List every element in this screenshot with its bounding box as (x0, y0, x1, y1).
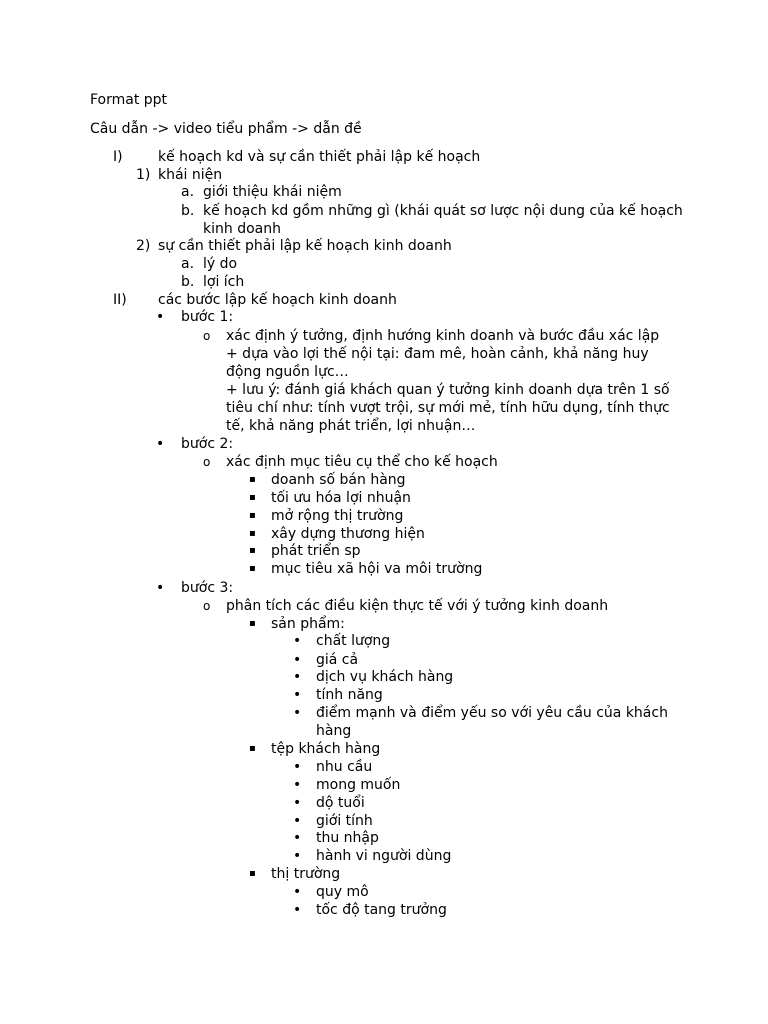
product-bullet-icon: • (293, 652, 302, 668)
step-1-label: bước 1: (181, 309, 234, 325)
market-bullet-icon: • (293, 884, 302, 900)
step-1-line-4: + lưu ý: đánh giá khách quan ý tưởng kinh doanh dựa trên 1 số (226, 382, 670, 398)
product-item: điểm mạnh và điểm yếu so với yêu cầu của khách (316, 705, 668, 721)
product-bullet-icon: • (293, 669, 302, 685)
item-2b-marker: b. (181, 274, 195, 290)
customers-item: giới tính (316, 813, 373, 829)
product-item: dịch vụ khách hàng (316, 669, 454, 685)
step-2-square-icon: ▪ (249, 492, 256, 503)
item-2-marker: 2) (136, 238, 151, 254)
item-1-text: khái niện (158, 167, 223, 183)
step-2-item: phát triển sp (271, 543, 361, 559)
product-item: chất lượng (316, 633, 391, 649)
item-2a-text: lý do (203, 256, 238, 272)
item-1a-text: giới thiệu khái niệm (203, 184, 342, 200)
customers-square-icon: ▪ (249, 743, 256, 754)
customers-bullet-icon: • (293, 848, 302, 864)
customers-item: thu nhập (316, 830, 379, 846)
step-2-item: mục tiêu xã hội va môi trường (271, 561, 483, 577)
doc-intro: Câu dẫn -> video tiểu phẩm -> dẫn đề (90, 121, 362, 137)
market-square-icon: ▪ (249, 868, 256, 879)
customers-bullet-icon: • (293, 813, 302, 829)
step-2-square-icon: ▪ (249, 545, 256, 556)
customers-bullet-icon: • (293, 777, 302, 793)
step-2-square-icon: ▪ (249, 474, 256, 485)
customers-item: mong muốn (316, 777, 401, 793)
section-2-marker: II) (113, 292, 127, 308)
item-2b-text: lợi ích (203, 274, 245, 290)
step-1-circle-icon: o (203, 329, 211, 343)
customers-item: hành vi người dùng (316, 848, 452, 864)
customers-bullet-icon: • (293, 830, 302, 846)
doc-title: Format ppt (90, 92, 168, 108)
product-bullet-icon: • (293, 633, 302, 649)
step-1-line-6: tế, khả năng phát triển, lợi nhuận… (226, 418, 476, 434)
step-2-square-icon: ▪ (249, 510, 256, 521)
product-bullet-icon: • (293, 705, 302, 721)
customers-item: dộ tuổi (316, 795, 365, 811)
step-3-sub: phân tích các điều kiện thực tế với ý tưởng kinh doanh (226, 598, 609, 614)
step-2-item: mở rộng thị trường (271, 508, 404, 524)
customers-bullet-icon: • (293, 795, 302, 811)
section-1-marker: I) (113, 149, 123, 165)
step-2-square-icon: ▪ (249, 563, 256, 574)
item-1b-marker: b. (181, 203, 195, 219)
product-label: sản phẩm: (271, 616, 345, 632)
step-1-line-1: xác định ý tưởng, định hướng kinh doanh và bước đầu xác lập (226, 328, 660, 344)
product-square-icon: ▪ (249, 618, 256, 629)
section-1-heading: kế hoạch kd và sự cần thiết phải lập kế hoạch (158, 149, 481, 165)
step-2-bullet-icon: • (156, 436, 165, 452)
customers-bullet-icon: • (293, 759, 302, 775)
product-item-continuation: hàng (316, 723, 352, 739)
product-item: giá cả (316, 652, 359, 668)
step-3-bullet-icon: • (156, 580, 165, 596)
item-2-text: sự cần thiết phải lập kế hoạch kinh doanh (158, 238, 452, 254)
product-bullet-icon: • (293, 687, 302, 703)
step-2-label: bước 2: (181, 436, 234, 452)
step-1-line-3: động nguồn lực… (226, 364, 349, 380)
step-2-item: doanh số bán hàng (271, 472, 406, 488)
market-item: tốc độ tang trưởng (316, 902, 447, 918)
step-2-item: xây dựng thương hiện (271, 526, 425, 542)
step-2-square-icon: ▪ (249, 528, 256, 539)
product-item: tính năng (316, 687, 383, 703)
step-2-circle-icon: o (203, 455, 211, 469)
item-1-marker: 1) (136, 167, 151, 183)
step-1-line-5: tiêu chí như: tính vượt trội, sự mới mẻ, tính hữu dụng, tính thực (226, 400, 670, 416)
section-2-heading: các bước lập kế hoạch kinh doanh (158, 292, 397, 308)
market-bullet-icon: • (293, 902, 302, 918)
item-1b-text-line2: kinh doanh (203, 221, 281, 237)
step-2-sub: xác định mục tiêu cụ thể cho kế hoạch (226, 454, 498, 470)
step-3-circle-icon: o (203, 599, 211, 613)
customers-item: nhu cầu (316, 759, 373, 775)
step-2-item: tối ưu hóa lợi nhuận (271, 490, 411, 506)
customers-label: tệp khách hàng (271, 741, 381, 757)
market-label: thị trường (271, 866, 341, 882)
market-item: quy mô (316, 884, 369, 900)
item-2a-marker: a. (181, 256, 195, 272)
step-1-bullet-icon: • (156, 309, 165, 325)
step-3-label: bước 3: (181, 580, 234, 596)
step-1-line-2: + dựa vào lợi thế nội tại: đam mê, hoàn cảnh, khả năng huy (226, 346, 649, 362)
item-1a-marker: a. (181, 184, 195, 200)
item-1b-text-line1: kế hoạch kd gồm những gì (khái quát sơ lược nội dung của kế hoạch (203, 203, 683, 219)
